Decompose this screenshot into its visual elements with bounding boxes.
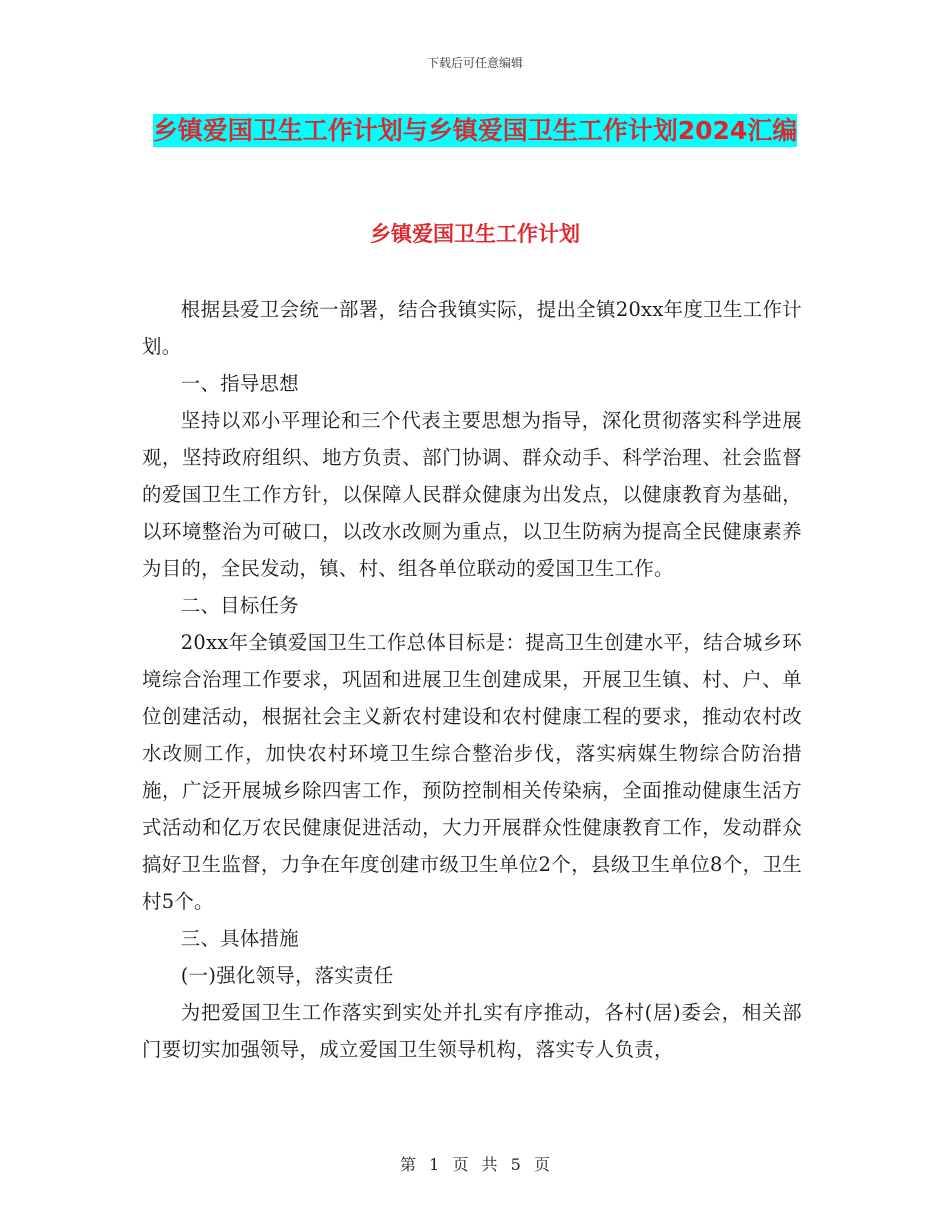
paragraph-intro: 根据县爱卫会统一部署，结合我镇实际，提出全镇20xx年度卫生工作计划。	[142, 298, 802, 358]
heading-measures: 三、具体措施	[180, 927, 299, 950]
footer-page-number: 1	[429, 1155, 440, 1174]
footer-total-pages: 5	[510, 1155, 521, 1174]
footer-label-before: 第	[400, 1155, 417, 1174]
document-title	[140, 108, 810, 154]
paragraph-guiding-ideology: 坚持以邓小平理论和三个代表主要思想为指导，深化贯彻落实科学进展观，坚持政府组织、地方负责、部门协调、群众动手、科学治理、社会监督的爱国卫生工作方针，以保障人民群众健康为出发点，以健康教育为基础，以环境整治为可破口，以改水改厕为重点，以卫生防病为提高全民健康素养为目的，全民发动，镇、村、组各单位联动的爱国卫生工作。	[142, 409, 802, 580]
subheading-leadership: (一)强化领导，落实责任	[180, 964, 394, 987]
section-title: 乡镇爱国卫生工作计划	[370, 222, 580, 246]
heading-guiding-ideology: 一、指导思想	[180, 372, 299, 395]
footer-label-mid: 页	[452, 1155, 469, 1174]
paragraph-leadership: 为把爱国卫生工作落实到实处并扎实有序推动，各村(居)委会，相关部门要切实加强领导，成立爱国卫生领导机构，落实专人负责，	[142, 1001, 802, 1061]
heading-goals: 二、目标任务	[180, 594, 299, 617]
page-footer	[0, 1152, 950, 1175]
footer-label-total: 共	[481, 1155, 498, 1174]
paragraph-goals: 20xx年全镇爱国卫生工作总体目标是：提高卫生创建水平，结合城乡环境综合治理工作要求，巩固和进展卫生创建成果，开展卫生镇、村、户、单位创建活动，根据社会主义新农村建设和农村健康工程的要求，推动农村改水改厕工作，加快农村环境卫生综合整治步伐，落实病媒生物综合防治措施，广泛开展城乡除四害工作，预防控制相关传染病，全面推动健康生活方式活动和亿万农民健康促进活动，大力开展群众性健康教育工作，发动群众搞好卫生监督，力争在年度创建市级卫生单位2个，县级卫生单位8个，卫生村5个。	[142, 631, 802, 913]
document-body	[142, 291, 802, 1068]
document-title-text: 乡镇爱国卫生工作计划与乡镇爱国卫生工作计划2024汇编	[152, 116, 798, 145]
footer-label-after: 页	[533, 1155, 550, 1174]
header-note: 下载后可任意编辑	[426, 56, 523, 70]
